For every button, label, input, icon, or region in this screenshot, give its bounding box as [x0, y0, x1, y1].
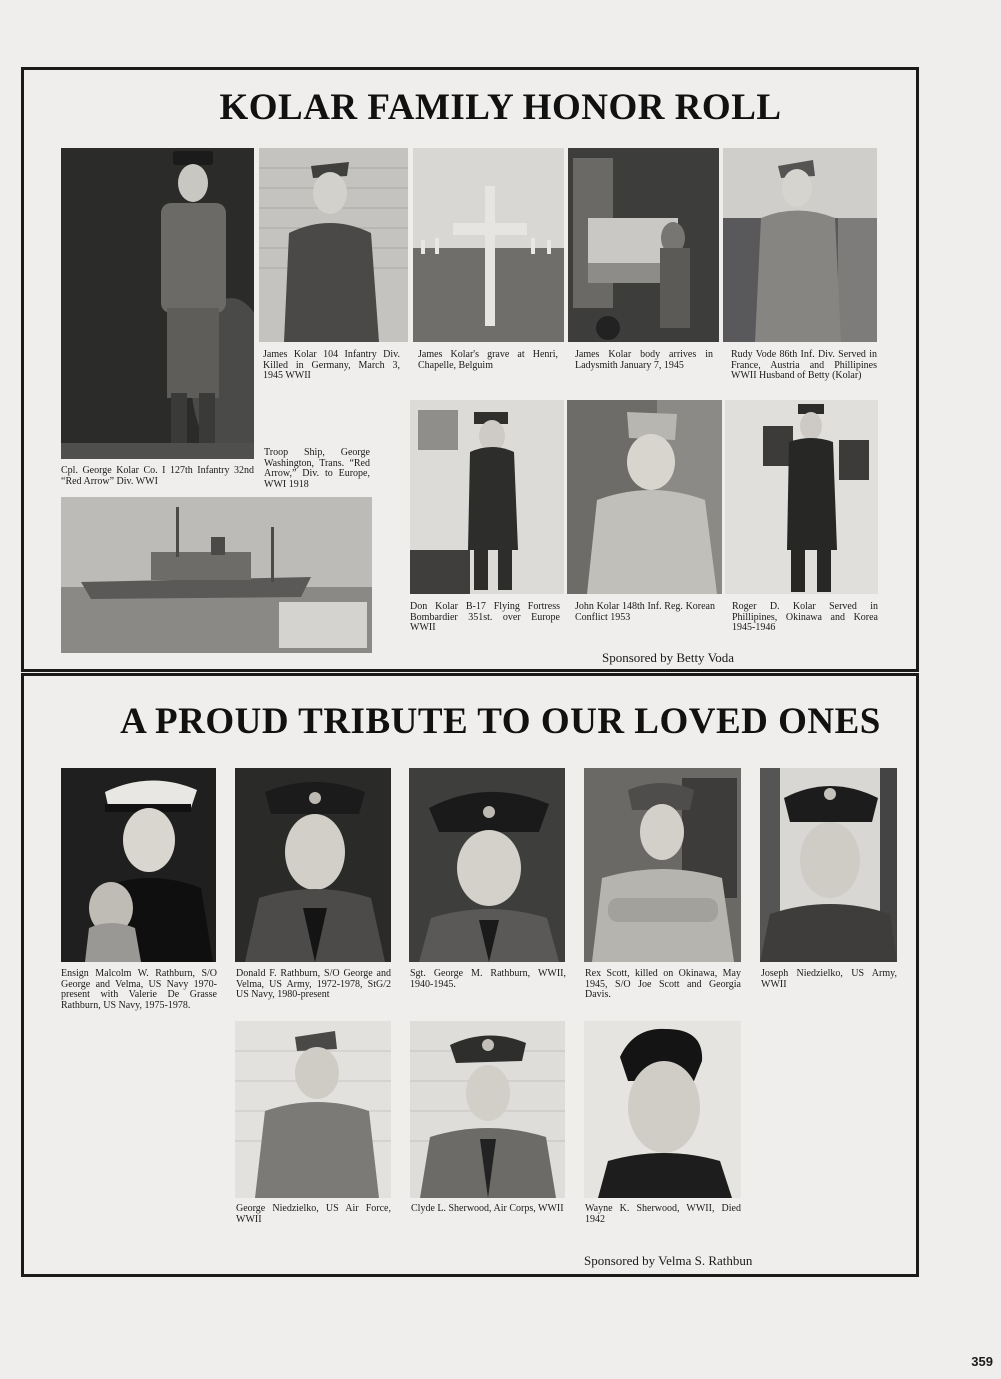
photo-james-kolar-grave — [413, 148, 564, 342]
caption-rudy-vode: Rudy Vode 86th Inf. Div. Served in France, Austria and Phillipines WWII Husband of Betty (Kolar) — [731, 349, 877, 381]
caption-malcolm-rathburn: Ensign Malcolm W. Rathburn, S/O George and Velma, US Navy 1970-present with Valerie De Grasse Rathburn, US Navy, 1975-1978. — [61, 968, 217, 1011]
caption-wayne-sherwood: Wayne K. Sherwood, WWII, Died 1942 — [585, 1203, 741, 1225]
honor-roll-title: KOLAR FAMILY HONOR ROLL — [219, 87, 782, 128]
photo-rex-scott — [584, 768, 741, 962]
caption-sgt-george-rathburn: Sgt. George M. Rathburn, WWII, 1940-1945. — [410, 968, 566, 990]
photo-joseph-niedzielko — [760, 768, 897, 962]
caption-don-kolar: Don Kolar B-17 Flying Fortress Bombardier 351st. over Europe WWII — [410, 601, 560, 633]
photo-james-kolar — [259, 148, 408, 342]
caption-grave: James Kolar's grave at Henri, Chapelle, Belguim — [418, 349, 558, 371]
photo-john-kolar — [567, 400, 722, 594]
caption-james-kolar: James Kolar 104 Infantry Div. Killed in Germany, March 3, 1945 WWII — [263, 349, 400, 381]
tribute-title: A PROUD TRIBUTE TO OUR LOVED ONES — [120, 701, 881, 742]
photo-roger-kolar — [725, 400, 878, 594]
photo-sgt-george-rathburn — [409, 768, 565, 962]
photo-clyde-sherwood — [410, 1021, 565, 1198]
caption-donald-rathburn: Donald F. Rathburn, S/O George and Velma, US Army, 1972-1978, StG/2 US Navy, 1980-present — [236, 968, 391, 1000]
caption-john-kolar: John Kolar 148th Inf. Reg. Korean Conflict 1953 — [575, 601, 715, 623]
photo-george-niedzielko — [235, 1021, 391, 1198]
caption-george-niedzielko: George Niedzielko, US Air Force, WWII — [236, 1203, 391, 1225]
photo-troop-ship — [61, 497, 372, 653]
caption-clyde-sherwood: Clyde L. Sherwood, Air Corps, WWII — [411, 1203, 564, 1214]
photo-wayne-sherwood — [584, 1021, 741, 1198]
caption-troop-ship: Troop Ship, George Washington, Trans. “Red Arrow,” Div. to Europe, WWI 1918 — [264, 447, 370, 490]
page-number: 359 — [971, 1354, 993, 1369]
photo-rudy-vode — [723, 148, 877, 342]
caption-roger-kolar: Roger D. Kolar Served in Phillipines, Okinawa and Korea 1945-1946 — [732, 601, 878, 633]
photo-body-arrives — [568, 148, 719, 342]
sponsor-velma-rathbun: Sponsored by Velma S. Rathbun — [584, 1253, 753, 1268]
photo-malcolm-rathburn — [61, 768, 216, 962]
caption-joseph-niedzielko: Joseph Niedzielko, US Army, WWII — [761, 968, 897, 990]
sponsor-betty-voda: Sponsored by Betty Voda — [602, 650, 735, 665]
caption-body-arrives: James Kolar body arrives in Ladysmith January 7, 1945 — [575, 349, 713, 371]
caption-george-kolar: Cpl. George Kolar Co. I 127th Infantry 32nd “Red Arrow” Div. WWI — [61, 465, 254, 487]
photo-don-kolar — [410, 400, 564, 594]
caption-rex-scott: Rex Scott, killed on Okinawa, May 1945, S/O Joe Scott and Georgia Davis. — [585, 968, 741, 1000]
photo-donald-rathburn — [235, 768, 391, 962]
photo-george-kolar — [61, 148, 254, 459]
